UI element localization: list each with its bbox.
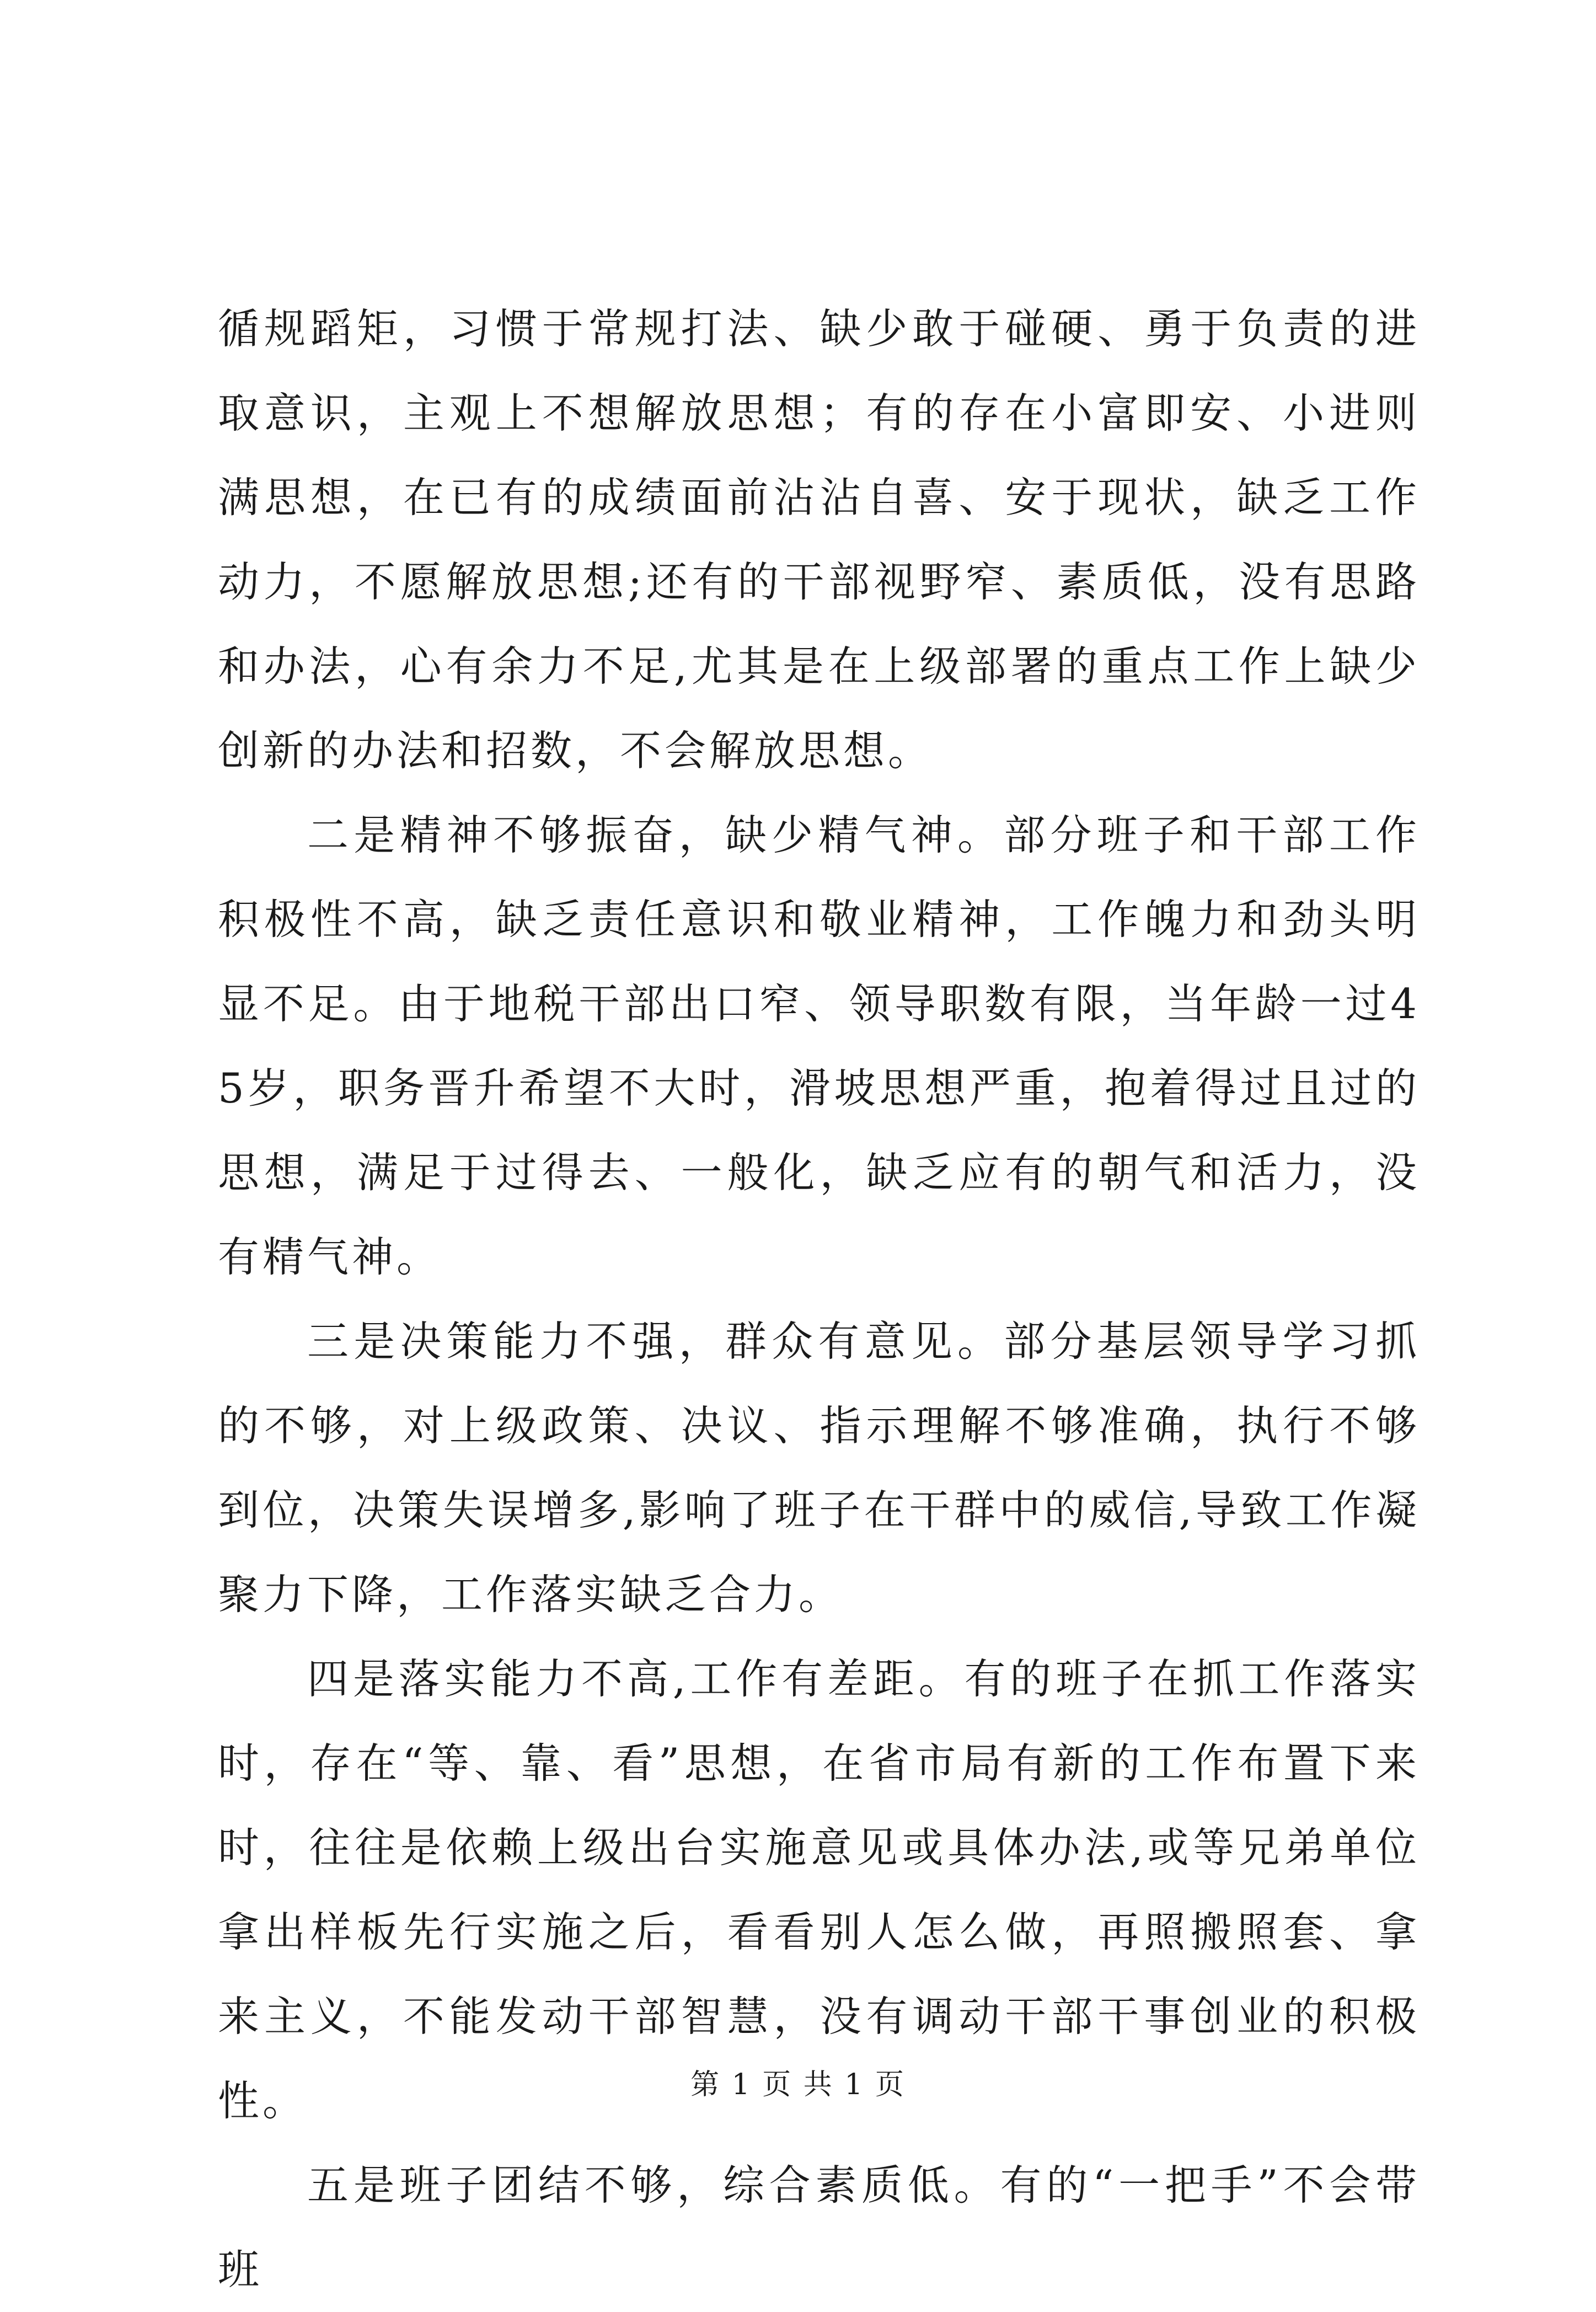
paragraph-point-two: 二是精神不够振奋，缺少精气神。部分班子和干部工作积极性不高，缺乏责任意识和敬业精神，工作魄力和劲头明显不足。由于地税干部出口窄、领导职数有限，当年龄一过45岁，职务晋升希望不大时，滑坡思想严重，抱着得过且过的思想，满足于过得去、一般化，缺乏应有的朝气和活力，没有精气神。 xyxy=(218,811,1420,1281)
paragraph-continued: 循规蹈矩，习惯于常规打法、缺少敢于碰硬、勇于负责的进取意识，主观上不想解放思想；有的存在小富即安、小进则满思想，在已有的成绩面前沾沾自喜、安于现状，缺乏工作动力，不愿解放思想;还有的干部视野窄、素质低，没有思路和办法，心有余力不足,尤其是在上级部署的重点工作上缺少创新的办法和招数，不会解放思想。 xyxy=(218,304,1420,775)
page-number-label: 第 1 页 共 1 页 xyxy=(690,2068,906,2101)
document-body xyxy=(218,287,1420,2312)
paragraph-point-three: 三是决策能力不强，群众有意见。部分基层领导学习抓的不够，对上级政策、决议、指示理解不够准确，执行不够到位，决策失误增多,影响了班子在干群中的威信,导致工作凝聚力下降，工作落实缺乏合力。 xyxy=(218,1317,1420,1619)
paragraph-point-four: 四是落实能力不高,工作有差距。有的班子在抓工作落实时，存在“等、靠、看”思想，在省市局有新的工作布置下来时，往往是依赖上级出台实施意见或具体办法,或等兄弟单位拿出样板先行实施之后，看看别人怎么做，再照搬照套、拿来主义，不能发动干部智慧，没有调动干部干事创业的积极性。 xyxy=(218,1655,1420,2125)
page-footer xyxy=(0,2065,1596,2104)
paragraph-point-five: 五是班子团结不够，综合素质低。有的“一把手”不会带班 xyxy=(218,2161,1420,2294)
